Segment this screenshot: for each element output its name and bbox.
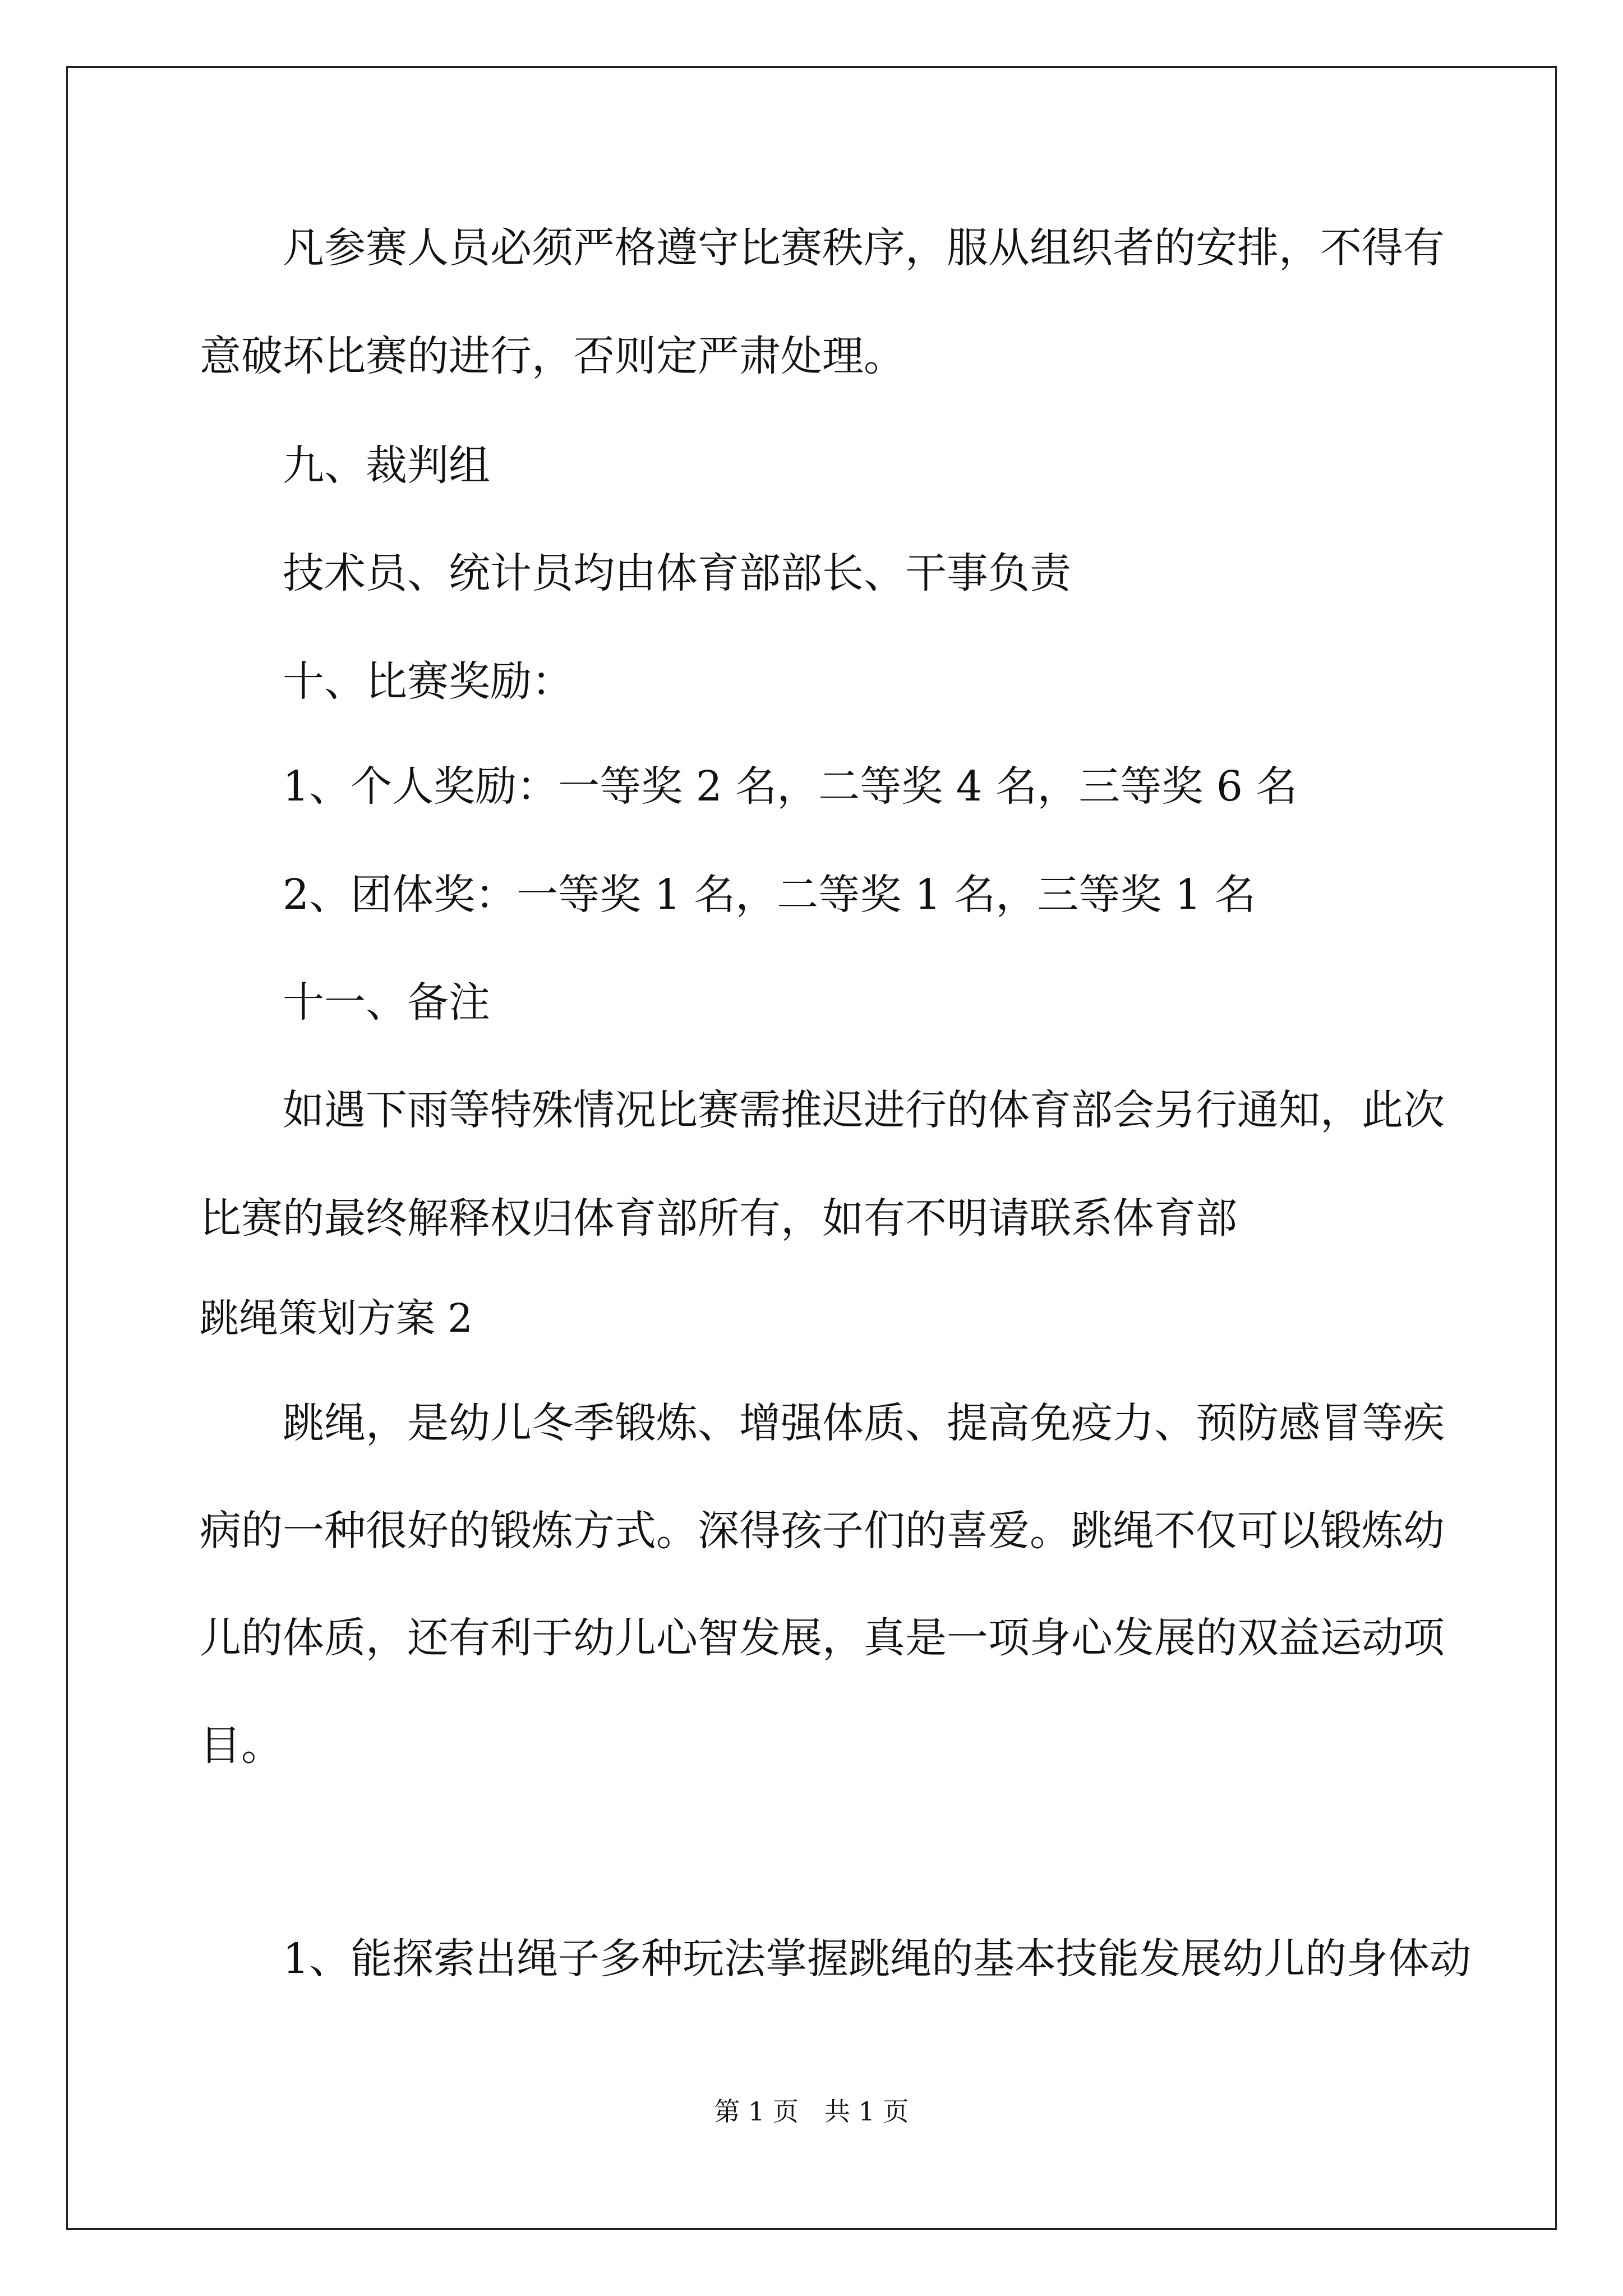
list-item: 1、能探索出绳子多种玩法掌握跳绳的基本技能发展幼儿的身体动 — [283, 1935, 1472, 1983]
list-item: 1、个人奖励：一等奖 2 名，二等奖 4 名，三等奖 6 名 — [283, 762, 1298, 811]
paragraph-line: 儿的体质，还有利于幼儿心智发展，真是一项身心发展的双益运动项 — [200, 1614, 1445, 1662]
paragraph-line: 技术员、统计员均由体育部部长、干事负责 — [283, 549, 1071, 597]
document-title: 跳绳策划方案 2 — [200, 1295, 473, 1341]
paragraph-line: 凡参赛人员必须严格遵守比赛秩序，服从组织者的安排，不得有 — [283, 224, 1445, 272]
paragraph-line: 目。 — [200, 1722, 283, 1770]
section-heading: 十、比赛奖励： — [283, 657, 573, 706]
paragraph-line: 比赛的最终解释权归体育部所有，如有不明请联系体育部 — [200, 1194, 1237, 1243]
paragraph-line: 如遇下雨等特殊情况比赛需推迟进行的体育部会另行通知，此次 — [283, 1086, 1445, 1134]
section-heading: 九、裁判组 — [283, 441, 490, 490]
section-heading: 十一、备注 — [283, 978, 490, 1027]
page-footer: 第 1 页 共 1 页 — [714, 2096, 909, 2127]
page-border — [66, 66, 1557, 2230]
list-item: 2、团体奖：一等奖 1 名，二等奖 1 名，三等奖 1 名 — [283, 871, 1256, 919]
paragraph-line: 意破坏比赛的进行，否则定严肃处理。 — [200, 332, 905, 380]
paragraph-line: 跳绳，是幼儿冬季锻炼、增强体质、提高免疫力、预防感冒等疾 — [283, 1399, 1445, 1447]
paragraph-line: 病的一种很好的锻炼方式。深得孩子们的喜爱。跳绳不仅可以锻炼幼 — [200, 1507, 1445, 1555]
